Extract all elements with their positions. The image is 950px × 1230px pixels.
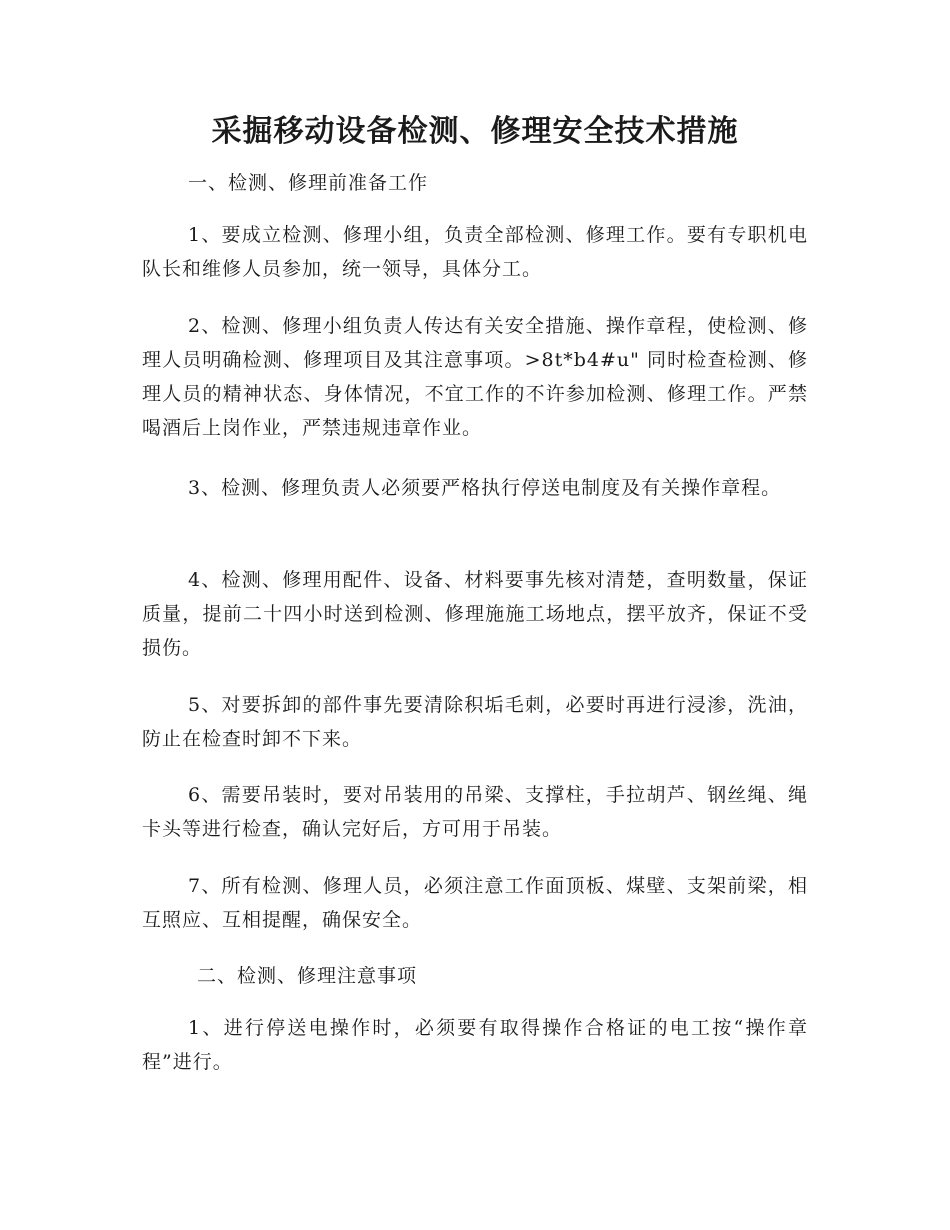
paragraph: 1、要成立检测、修理小组，负责全部检测、修理工作。要有专职机电队长和维修人员参加，统一领导，具体分工。 [142, 224, 808, 280]
paragraph: 1、进行停送电操作时，必须要有取得操作合格证的电工按“操作章程”进行。 [142, 1017, 808, 1073]
paragraph: 4、检测、修理用配件、设备、材料要事先核对清楚，查明数量，保证质量，提前二十四小时送到检测、修理施施工场地点，摆平放齐，保证不受损伤。 [142, 569, 808, 659]
paragraph: 6、需要吊装时，要对吊装用的吊梁、支撑柱，手拉胡芦、钢丝绳、绳卡头等进行检查，确认完好后，方可用于吊装。 [142, 784, 808, 840]
paragraph: 7、所有检测、修理人员，必须注意工作面顶板、煤壁、支架前梁，相互照应、互相提醒，确保安全。 [142, 875, 808, 931]
section-heading-2: 二、检测、修理注意事项 [197, 965, 418, 987]
paragraph: 2、检测、修理小组负责人传达有关安全措施、操作章程，使检测、修理人员明确检测、修理项目及其注意事项。>8t*b4#u" 同时检查检测、修理人员的精神状态、身体情况，不宜工作的不许参加检测、修理工作。严禁喝酒后上岗作业，严禁违规违章作业。 [142, 315, 808, 439]
paragraph: 5、对要拆卸的部件事先要清除积垢毛刺，必要时再进行浸渗，洗油，防止在检查时卸不下来。 [142, 694, 808, 750]
document-title: 采掘移动设备检测、修理安全技术措施 [211, 114, 739, 149]
paragraph: 3、检测、修理负责人必须要严格执行停送电制度及有关操作章程。 [188, 477, 782, 499]
section-heading-1: 一、检测、修理前准备工作 [188, 172, 429, 194]
